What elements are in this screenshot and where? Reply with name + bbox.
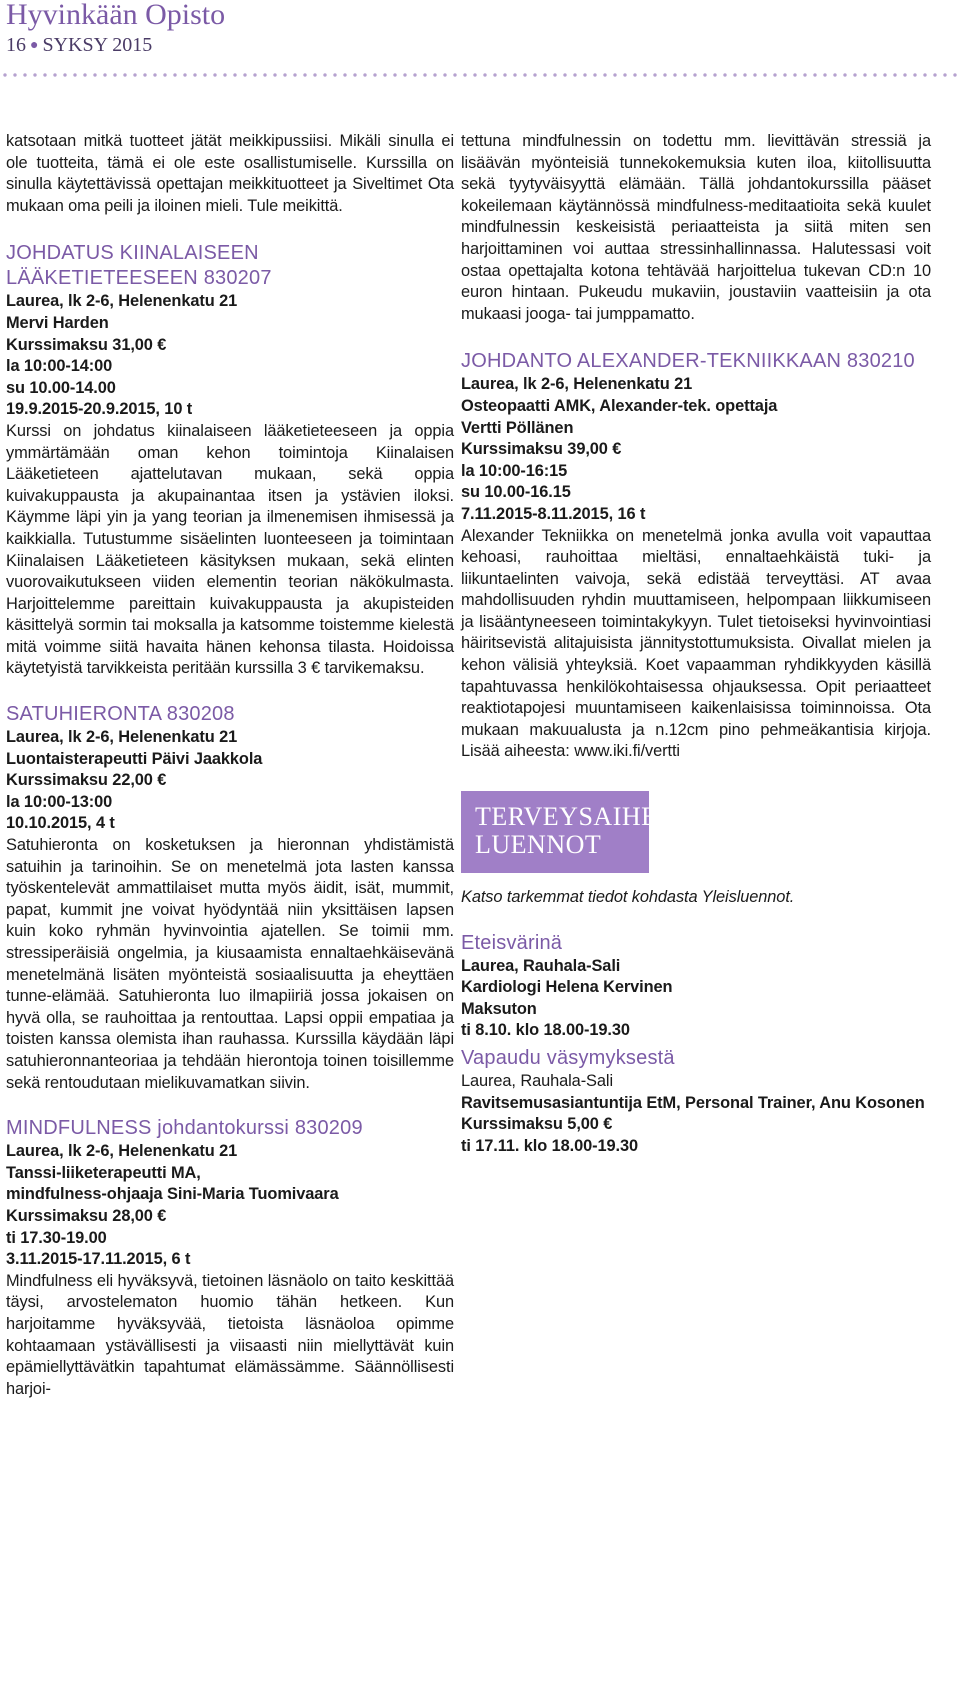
- season-label: SYKSY 2015: [42, 34, 153, 56]
- course-place: Laurea, lk 2-6, Helenenkatu 21: [6, 728, 238, 747]
- page-header: [6, 0, 956, 57]
- course-time: su 10.00-16.15: [461, 483, 571, 502]
- lecture-place: Laurea, Rauhala-Sali: [461, 1072, 613, 1090]
- right-column: [461, 131, 931, 1157]
- course-description: Kurssi on johdatus kiinalaiseen lääketieteeseen ja oppia ymmärtämään oman kehon toimintoja Kiinalaisen Lääketieteen ajattelutavan mukaan, sekä oppia kuivakuppausta ja akupainantaa itsen ja ystävien iloksi. Käymme läpi yin ja yang teorian ja ilmenemisen ihmisessä ja kaikkialla. Tutustumme sisäelinten luonteeseen ja toimintaan Kiinalaisen Lääketieteen käsityksen mukaan, sekä elinten vuorovaikutukseen viiden elementin teorian näkökulmasta. Harjoittelemme pareittain kuivakuppausta ja akupisteiden käsittelyä sormin tai moksalla ja katsomme toistemme kielestä mitä voimme siitä havaita hänen kehonsa tilasta. Hoidoissa käytetyistä tarvikkeista peritään kurssilla 3 € tarvikemaksu.: [6, 421, 454, 678]
- course-description: Satuhieronta on kosketuksen ja hieronnan yhdistämistä satuihin ja tarinoihin. Se on menetelmä jota lasten kanssa työskentelevät ammattilaiset mutta myös äidit, isät, mummit, papat, kummit jne voivat hyödyntää niin yksittäisen lapsen kuin koko ryhmän hyvinvointia ajatellen. Se toimii mm. stressiperäisiä ongelmia, ja kiusaamista ennaltaehkäisevänä menetelmänä lisäten myönteistä sosiaalisuutta ja eheyttäen tunne-elämää. Satuhieronta luo ilmapiiriä jossa jokaisen on hyvä olla, se rauhoittaa ja rentouttaa. Lapsi oppii empatiaa ja toisten kanssa olemista ihan rauhassa. Kurssilla käydään läpi satuhieronnanteoriaa ja tehdään hierontoja toinen toisillemme sekä rentoudutaan mielikuvamatkan siivin.: [6, 836, 454, 1092]
- section-note: Katso tarkemmat tiedot kohdasta Yleisluennot.: [461, 888, 795, 907]
- course-time: la 10:00-13:00: [6, 792, 113, 811]
- course-title: SATUHIERONTA 830208: [6, 703, 235, 726]
- course-fee: Kurssimaksu 22,00 €: [6, 771, 167, 790]
- lecture-speaker: Ravitsemusasiantuntija EtM, Personal Trainer, Anu Kosonen: [461, 1093, 925, 1112]
- course-time: la 10:00-14:00: [6, 357, 113, 376]
- lecture-fee: Kurssimaksu 5,00 €: [461, 1115, 613, 1134]
- lecture-place: Laurea, Rauhala-Sali: [461, 956, 621, 975]
- course-title: JOHDATUS KIINALAISEEN LÄÄKETIETEESEEN 830207: [6, 242, 272, 290]
- issue-line: [6, 34, 956, 57]
- course-fee: Kurssimaksu 28,00 €: [6, 1206, 167, 1225]
- course-dates: 3.11.2015-17.11.2015, 6 t: [6, 1250, 191, 1269]
- course-dates: 19.9.2015-20.9.2015, 10 t: [6, 400, 193, 419]
- course-teacher: Vertti Pöllänen: [461, 418, 574, 437]
- dotted-divider: [0, 72, 960, 78]
- page-number: 16: [6, 34, 26, 56]
- section-band: TERVEYSAIHEISET LUENNOT: [461, 791, 649, 873]
- course-description: Mindfulness eli hyväksyvä, tietoinen läsnäolo on taito keskittää täysi, arvostelematon huomio tähän hetkeen. Kun harjoitamme hyväksyvää, tietoista läsnäoloa opimme kohtaamaan ystävällisesti ja viisaasti niin miellyttävät kuin epämiellyttävätkin tapahtumat elämässämme. Säännöllisesti harjoi-: [6, 1271, 454, 1398]
- brand-title: Hyvinkään Opisto: [6, 0, 226, 31]
- continued-text: tettuna mindfulnessin on todettu mm. lievittävän stressiä ja lisäävän myönteisiä tunnekokemuksia kuten iloa, kiitollisuutta sekä tyytyväisyyttä elämään. Tällä johdantokurssilla pääset kokeilemaan käytännössä mindfulness-meditaatioita sekä kuulet mindfulnessin keskeisistä periaatteista ja siitä miten sen harjoittaminen voi auttaa stressinhallinnassa. Halutessasi voit ostaa opettajalta kotona tehtävää harjoittelua tukevan CD:n 10 euron hintaan. Pukeudu mukaviin, joustaviin vaatteisiin ja ota mukaasi jooga- tai jumppamatto.: [461, 132, 931, 323]
- course-title: JOHDANTO ALEXANDER-TEKNIIKKAAN 830210: [461, 350, 915, 373]
- course-teacher: Osteopaatti AMK, Alexander-tek. opettaja: [461, 396, 778, 415]
- course-teacher: Luontaisterapeutti Päivi Jaakkola: [6, 749, 263, 768]
- lecture-speaker: Kardiologi Helena Kervinen: [461, 978, 673, 997]
- course-teacher: Tanssi-liiketerapeutti MA,: [6, 1163, 201, 1182]
- intro-text: katsotaan mitkä tuotteet jätät meikkipussiisi. Mikäli sinulla ei ole tuotteita, tämä ei ole este osallistumiselle. Kurssilla on sinulla käytettävissä opettajan meikkituotteet ja Siveltimet Ota mukaan oma peili ja iloinen mieli. Tule meikittä.: [6, 132, 454, 215]
- course-time: la 10:00-16:15: [461, 461, 568, 480]
- course-place: Laurea, lk 2-6, Helenenkatu 21: [6, 292, 238, 311]
- bullet-icon: ●: [30, 38, 39, 53]
- lecture-title: Vapaudu väsymyksestä: [461, 1047, 675, 1069]
- course-teacher: mindfulness-ohjaaja Sini-Maria Tuomivaara: [6, 1185, 339, 1204]
- course-place: Laurea, lk 2-6, Helenenkatu 21: [6, 1142, 238, 1161]
- lecture-time: ti 8.10. klo 18.00-19.30: [461, 1021, 630, 1040]
- course-title: MINDFULNESS johdantokurssi 830209: [6, 1117, 363, 1140]
- course-description: Alexander Tekniikka on menetelmä jonka avulla voit vapauttaa kehoasi, rauhoittaa mieltäsi, ennaltaehkäistä tuki- ja liikuntaelinten vaivoja, sekä edistää terveyttäsi. AT avaa mahdollisuuden ryhdin muuttamiseen, helpompaan liikkumiseen ja lisääntyneeseen toimintakykyyn. Tulet tietoiseksi hyvinvointiasi häiritsevistä alitajuisista jännitystottumuksista. Oivallat mielen ja kehon välisiä yhteyksiä. Koet vapaamman ryhdikkyyden käsillä tapahtuvassa henkilökohtaisessa ohjauksessa. Opit periaatteet reaktiotapojesi muuntamiseen kaikenlaisissa toiminnoissa. Ota mukaan makuualusta ja n.12cm pino pehmeäkantisia kirjoja. Lisää aiheesta: www.iki.fi/vertti: [461, 526, 931, 761]
- course-teacher: Mervi Harden: [6, 313, 109, 332]
- lecture-title: Eteisvärinä: [461, 931, 563, 954]
- course-fee: Kurssimaksu 39,00 €: [461, 440, 622, 459]
- lecture-fee: Maksuton: [461, 999, 537, 1018]
- course-place: Laurea, lk 2-6, Helenenkatu 21: [461, 375, 693, 394]
- course-time: ti 17.30-19.00: [6, 1228, 107, 1247]
- course-dates: 7.11.2015-8.11.2015, 16 t: [461, 504, 646, 523]
- course-fee: Kurssimaksu 31,00 €: [6, 335, 167, 354]
- left-column: [6, 131, 454, 1400]
- course-time: su 10.00-14.00: [6, 378, 116, 397]
- course-dates: 10.10.2015, 4 t: [6, 814, 115, 833]
- lecture-time: ti 17.11. klo 18.00-19.30: [461, 1136, 639, 1155]
